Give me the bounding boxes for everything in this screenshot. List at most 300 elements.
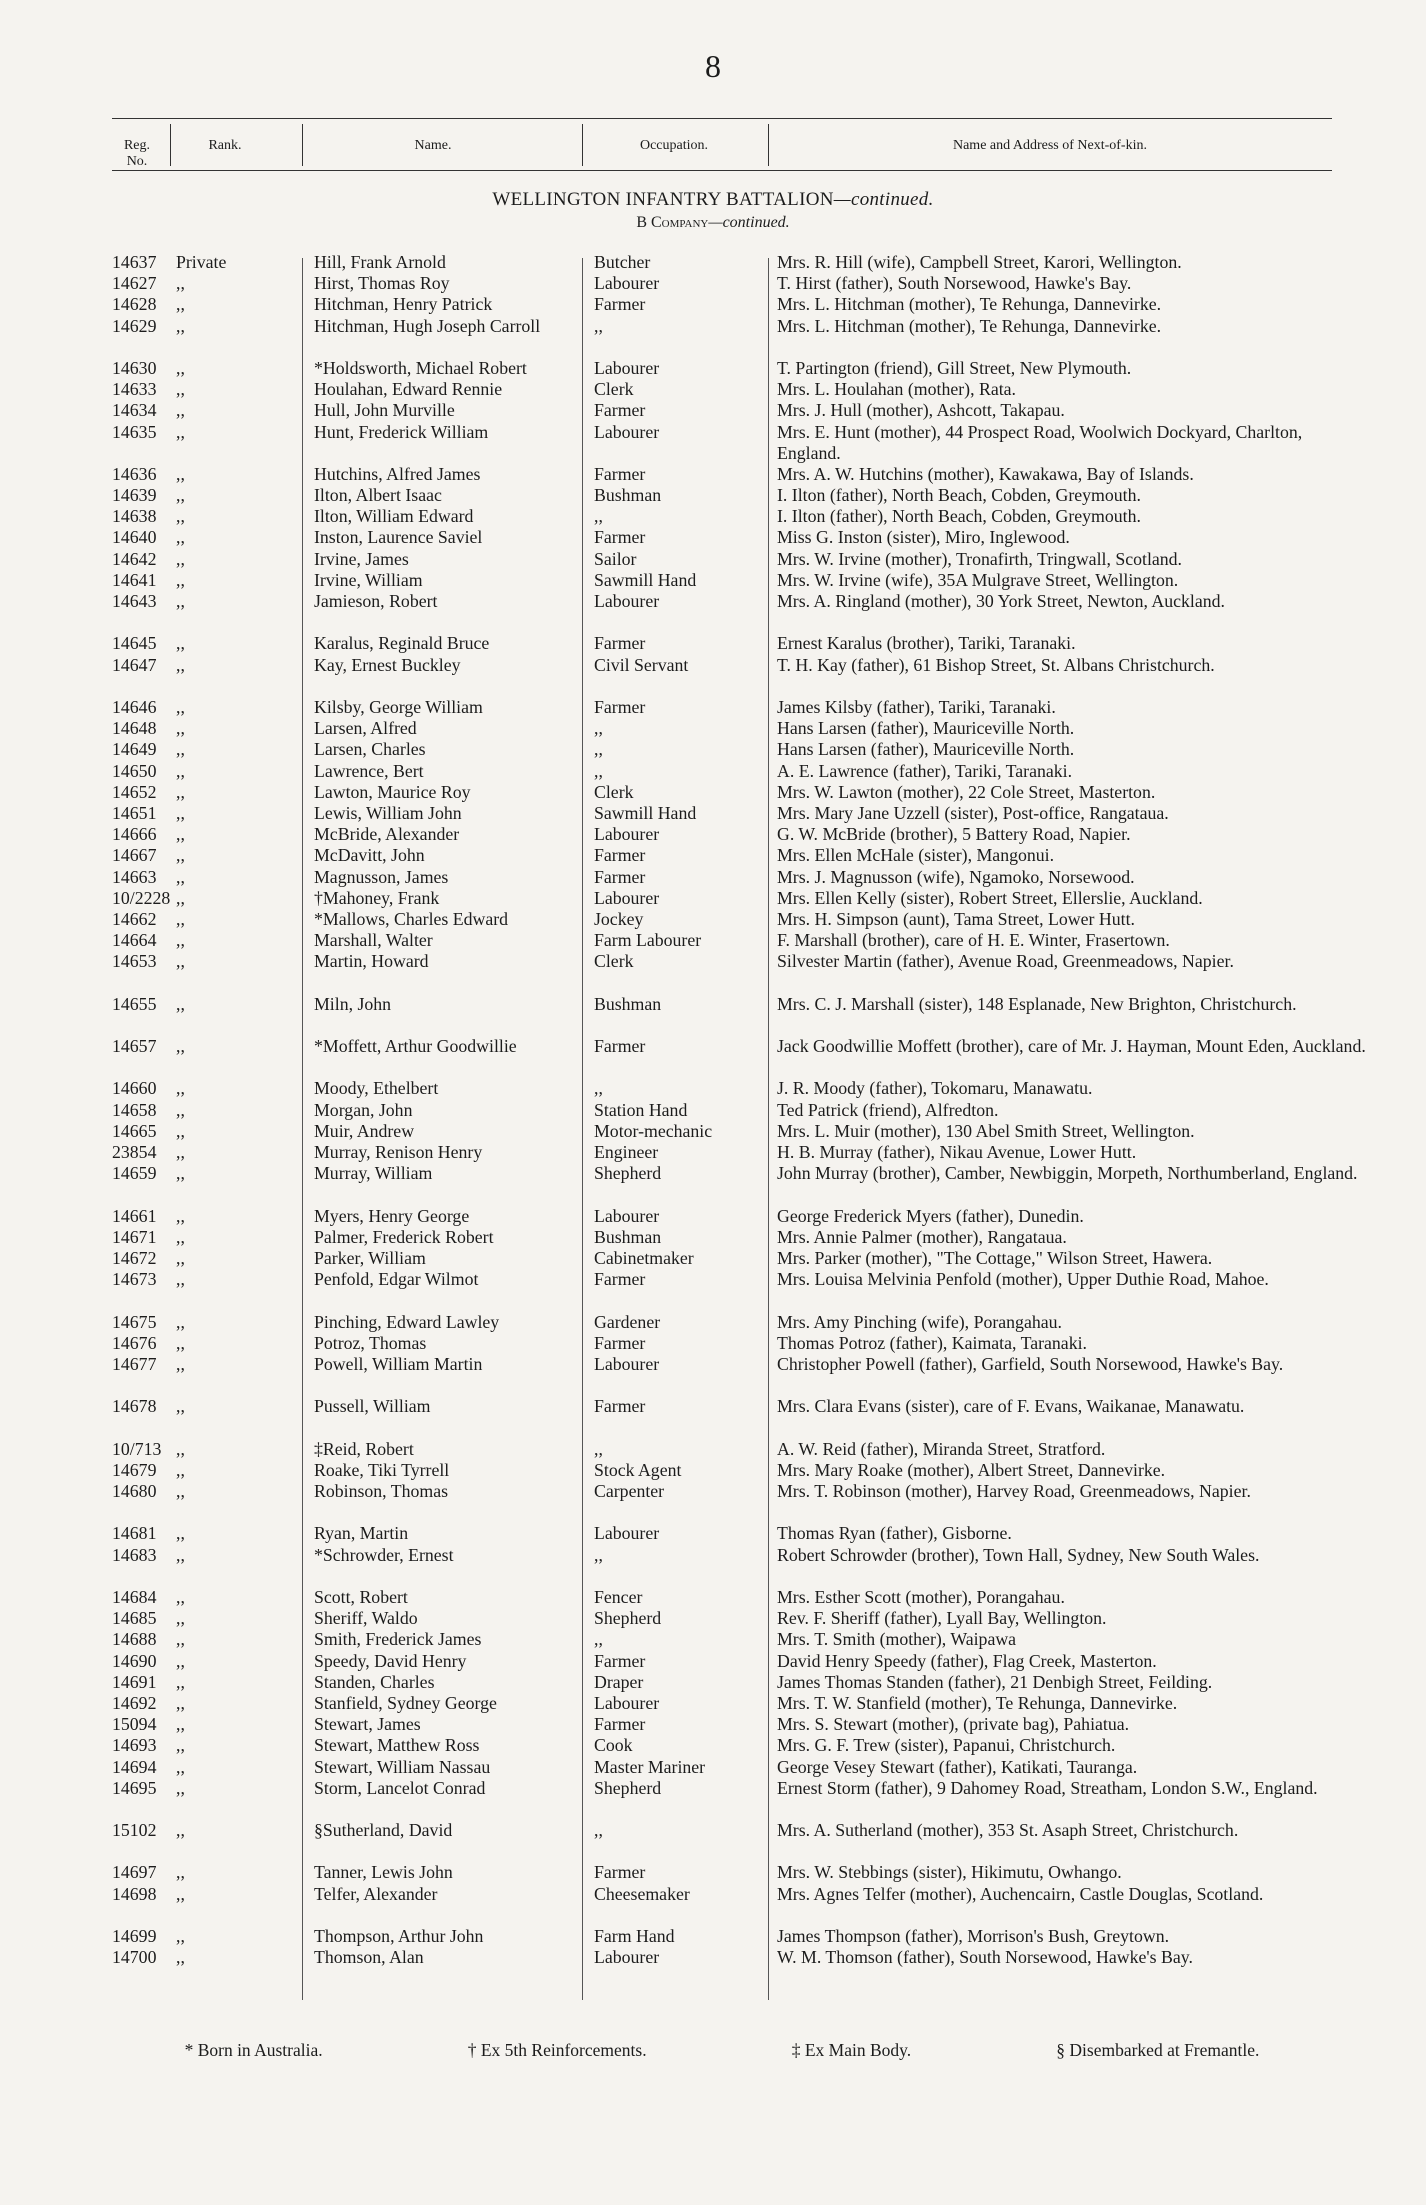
rank: ,, <box>176 824 185 845</box>
table-row <box>112 273 1332 294</box>
table-row <box>112 1947 1332 1968</box>
rank: ,, <box>176 1671 185 1692</box>
next-of-kin: Silvester Martin (father), Avenue Road, Greenmeadows, Napier. <box>777 951 1234 972</box>
occupation: Shepherd <box>594 1777 662 1798</box>
table-row <box>112 930 1332 951</box>
occupation: Farmer <box>594 1650 646 1671</box>
reg-number: 14661 <box>112 1205 157 1226</box>
reg-number: 14663 <box>112 866 157 887</box>
table-row <box>112 1672 1332 1693</box>
table-row <box>112 1926 1332 1947</box>
reg-number: 14639 <box>112 485 157 506</box>
table-row <box>112 400 1332 421</box>
rank: ,, <box>176 1608 185 1629</box>
rank: ,, <box>176 1735 185 1756</box>
occupation: ,, <box>594 718 603 739</box>
rank: ,, <box>176 1269 185 1290</box>
table-row <box>112 1608 1332 1629</box>
reg-number: 14679 <box>112 1459 157 1480</box>
occupation: Stock Agent <box>594 1459 682 1480</box>
column-header-row <box>112 120 1332 170</box>
soldier-name: Murray, William <box>314 1163 433 1184</box>
table-row <box>112 1163 1358 1205</box>
rank: ,, <box>176 739 185 760</box>
table-row <box>112 803 1332 824</box>
rank: ,, <box>176 1396 185 1417</box>
reg-number: 14647 <box>112 654 157 675</box>
next-of-kin: G. W. McBride (brother), 5 Battery Road, Napier. <box>777 824 1131 845</box>
table-row <box>112 1227 1332 1248</box>
table-row <box>112 1354 1332 1396</box>
battalion-title: WELLINGTON INFANTRY BATTALION—continued. <box>492 189 934 210</box>
soldier-name: Murray, Renison Henry <box>314 1141 483 1162</box>
rank: ,, <box>176 1714 185 1735</box>
next-of-kin: Mrs. Ellen Kelly (sister), Robert Street, Ellerslie, Auckland. <box>777 887 1203 908</box>
soldier-name: Karalus, Reginald Bruce <box>314 633 490 654</box>
rank: Private <box>176 252 227 272</box>
rank: ,, <box>176 1438 185 1459</box>
next-of-kin: Mrs. Annie Palmer (mother), Rangataua. <box>777 1226 1067 1247</box>
occupation: ,, <box>594 1629 603 1650</box>
soldier-name: Inston, Laurence Saviel <box>314 527 483 548</box>
occupation: Bushman <box>594 1226 662 1247</box>
rank: ,, <box>176 697 185 717</box>
next-of-kin: T. Hirst (father), South Norsewood, Hawke's Bay. <box>777 273 1132 294</box>
occupation: Labourer <box>594 421 660 442</box>
rank: ,, <box>176 1587 185 1608</box>
rank: ,, <box>176 930 185 951</box>
rank: ,, <box>176 654 185 675</box>
soldier-name: Irvine, James <box>314 548 409 569</box>
reg-number: 14698 <box>112 1883 157 1904</box>
occupation: Civil Servant <box>594 654 689 675</box>
rank: ,, <box>176 908 185 929</box>
reg-number: 14684 <box>112 1587 157 1608</box>
table-row <box>112 697 1332 718</box>
table-row <box>112 1248 1332 1269</box>
rank: ,, <box>176 1036 185 1057</box>
occupation: Motor-mechanic <box>594 1120 713 1141</box>
rank: ,, <box>176 1862 185 1883</box>
reg-number: 10/2228 <box>112 887 171 908</box>
rank: ,, <box>176 421 185 442</box>
rank: ,, <box>176 781 185 802</box>
next-of-kin: Mrs. R. Hill (wife), Campbell Street, Karori, Wellington. <box>777 252 1182 272</box>
rank: ,, <box>176 1650 185 1671</box>
occupation: Labourer <box>594 887 660 908</box>
occupation: Sailor <box>594 548 637 569</box>
occupation: Farmer <box>594 1269 646 1290</box>
soldier-name: Moody, Ethelbert <box>314 1078 439 1099</box>
soldier-name: Potroz, Thomas <box>314 1332 427 1353</box>
soldier-name: McBride, Alexander <box>314 824 460 845</box>
soldier-name: Robinson, Thomas <box>314 1481 449 1502</box>
table-row <box>112 1481 1332 1523</box>
occupation: Cabinetmaker <box>594 1247 694 1268</box>
reg-number: 14697 <box>112 1862 157 1883</box>
occupation: Farmer <box>594 1862 646 1883</box>
rank: ,, <box>176 1883 185 1904</box>
occupation: Labourer <box>594 1523 660 1544</box>
reg-number: 14676 <box>112 1332 157 1353</box>
occupation: Farmer <box>594 1332 646 1353</box>
next-of-kin: Mrs. Agnes Telfer (mother), Auchencairn, Castle Douglas, Scotland. <box>777 1883 1264 1904</box>
next-of-kin: Mrs. Clara Evans (sister), care of F. Evans, Waikanae, Manawatu. <box>777 1396 1245 1417</box>
next-of-kin: Mrs. T. W. Stanfield (mother), Te Rehunga, Dannevirke. <box>777 1692 1178 1713</box>
reg-number: 14628 <box>112 294 157 315</box>
table-row <box>112 761 1332 782</box>
company-subtitle: B Company—continued. <box>636 214 790 231</box>
rank: ,, <box>176 548 185 569</box>
occupation: Farm Labourer <box>594 930 702 951</box>
occupation: Labourer <box>594 1947 660 1968</box>
next-of-kin: John Murray (brother), Camber, Newbiggin, Morpeth, Northumberland, England. <box>777 1163 1358 1184</box>
occupation: Farmer <box>594 294 646 315</box>
table-row <box>112 422 1332 464</box>
table-row <box>112 1629 1332 1650</box>
table-row <box>112 1735 1332 1756</box>
occupation: Master Mariner <box>594 1756 706 1777</box>
soldier-name: Stanfield, Sydney George <box>314 1692 497 1713</box>
next-of-kin: Mrs. Ellen McHale (sister), Mangonui. <box>777 845 1055 866</box>
occupation: Cook <box>594 1735 633 1756</box>
rank: ,, <box>176 1141 185 1162</box>
table-row <box>112 718 1332 739</box>
table-row <box>112 1693 1332 1714</box>
occupation: Shepherd <box>594 1608 662 1629</box>
soldier-name: Marshall, Walter <box>314 930 433 951</box>
next-of-kin: T. Partington (friend), Gill Street, New Plymouth. <box>777 357 1132 378</box>
reg-number: 15102 <box>112 1820 157 1841</box>
rank: ,, <box>176 1926 185 1947</box>
rank: ,, <box>176 1523 185 1544</box>
table-row <box>112 845 1332 866</box>
occupation: Clerk <box>594 781 634 802</box>
rank: ,, <box>176 993 185 1014</box>
rank: ,, <box>176 845 185 866</box>
soldier-name: Palmer, Frederick Robert <box>314 1226 494 1247</box>
soldier-name: Smith, Frederick James <box>314 1629 482 1650</box>
rank: ,, <box>176 1205 185 1226</box>
next-of-kin: Christopher Powell (father), Garfield, South Norsewood, Hawke's Bay. <box>777 1353 1284 1374</box>
occupation: Clerk <box>594 951 634 972</box>
reg-number: 10/713 <box>112 1438 162 1459</box>
soldier-name: Pussell, William <box>314 1396 431 1417</box>
occupation: Sawmill Hand <box>594 569 697 590</box>
soldier-name: Kay, Ernest Buckley <box>314 654 461 675</box>
reg-number: 14629 <box>112 315 157 336</box>
table-row <box>112 527 1332 548</box>
soldier-name: Lawrence, Bert <box>314 760 424 781</box>
next-of-kin: Mrs. T. Robinson (mother), Harvey Road, Greenmeadows, Napier. <box>777 1481 1251 1502</box>
next-of-kin: A. W. Reid (father), Miranda Street, Stratford. <box>777 1438 1106 1459</box>
reg-number: 14685 <box>112 1608 157 1629</box>
occupation: Labourer <box>594 1692 660 1713</box>
occupation: Labourer <box>594 1353 660 1374</box>
reg-number: 14630 <box>112 357 157 378</box>
next-of-kin: Mrs. H. Simpson (aunt), Tama Street, Lower Hutt. <box>777 908 1135 929</box>
occupation: Labourer <box>594 1205 660 1226</box>
rank: ,, <box>176 569 185 590</box>
next-of-kin: Rev. F. Sheriff (father), Lyall Bay, Wellington. <box>777 1608 1107 1629</box>
occupation: ,, <box>594 1078 603 1099</box>
rank: ,, <box>176 866 185 887</box>
reg-number: 14636 <box>112 463 157 484</box>
column-header-occupation: Occupation. <box>639 138 709 153</box>
next-of-kin: Mrs. L. Muir (mother), 130 Abel Smith Street, Wellington. <box>777 1120 1195 1141</box>
occupation: Clerk <box>594 379 634 400</box>
next-of-kin: H. B. Murray (father), Nikau Avenue, Lower Hutt. <box>777 1141 1137 1162</box>
soldier-name: Standen, Charles <box>314 1671 435 1692</box>
occupation: ,, <box>594 1438 603 1459</box>
next-of-kin: Mrs. T. Smith (mother), Waipawa <box>777 1629 1017 1650</box>
table-row <box>112 1078 1332 1099</box>
rank: ,, <box>176 633 185 654</box>
soldier-name: Ryan, Martin <box>314 1523 409 1544</box>
reg-number: 14651 <box>112 802 157 823</box>
occupation: ,, <box>594 506 603 527</box>
soldier-name: Sheriff, Waldo <box>314 1608 418 1629</box>
rank: ,, <box>176 357 185 378</box>
next-of-kin: Hans Larsen (father), Mauriceville North. <box>777 739 1075 760</box>
reg-number: 14693 <box>112 1735 157 1756</box>
next-of-kin: Mrs. Mary Roake (mother), Albert Street, Dannevirke. <box>777 1459 1166 1480</box>
soldier-name: §Sutherland, David <box>314 1820 453 1841</box>
rank: ,, <box>176 315 185 336</box>
next-of-kin: Mrs. W. Irvine (mother), Tronafirth, Tringwall, Scotland. <box>777 548 1183 569</box>
next-of-kin: James Thompson (father), Morrison's Bush, Greytown. <box>777 1926 1170 1947</box>
table-row <box>112 379 1332 400</box>
table-row <box>112 1460 1332 1481</box>
occupation: Farmer <box>594 697 646 717</box>
table-row <box>112 1269 1332 1311</box>
rank: ,, <box>176 463 185 484</box>
occupation: ,, <box>594 760 603 781</box>
footnotes <box>112 2040 1332 2061</box>
soldier-name: Myers, Henry George <box>314 1205 470 1226</box>
occupation: Farmer <box>594 400 646 421</box>
next-of-kin: Mrs. L. Hitchman (mother), Te Rehunga, Dannevirke. <box>777 294 1162 315</box>
rank: ,, <box>176 1459 185 1480</box>
occupation: Farmer <box>594 633 646 654</box>
table-row <box>112 1439 1332 1460</box>
next-of-kin: A. E. Lawrence (father), Tariki, Taranaki. <box>777 760 1073 781</box>
rank: ,, <box>176 1332 185 1353</box>
occupation: Farmer <box>594 463 646 484</box>
next-of-kin: Mrs. A. W. Hutchins (mother), Kawakawa, Bay of Islands. <box>777 463 1194 484</box>
soldier-name: *Moffett, Arthur Goodwillie <box>314 1036 517 1057</box>
soldier-name: Hitchman, Hugh Joseph Carroll <box>314 315 541 336</box>
table-row <box>112 867 1332 888</box>
table-row <box>112 824 1332 845</box>
table-row <box>112 549 1332 570</box>
table-row <box>112 1142 1332 1163</box>
soldier-name: *Holdsworth, Michael Robert <box>314 357 527 378</box>
occupation: Labourer <box>594 824 660 845</box>
rank: ,, <box>176 485 185 506</box>
occupation: Labourer <box>594 591 660 612</box>
reg-number: 14645 <box>112 633 157 654</box>
reg-number: 14649 <box>112 739 157 760</box>
rank: ,, <box>176 1226 185 1247</box>
soldier-name: Speedy, David Henry <box>314 1650 467 1671</box>
soldier-name: Hitchman, Henry Patrick <box>314 294 493 315</box>
reg-number: 14652 <box>112 781 157 802</box>
occupation: Farmer <box>594 1396 646 1417</box>
reg-number: 14694 <box>112 1756 157 1777</box>
occupation: Farmer <box>594 1714 646 1735</box>
rank: ,, <box>176 1120 185 1141</box>
table-row <box>112 1333 1332 1354</box>
next-of-kin: Thomas Potroz (father), Kaimata, Taranaki. <box>777 1332 1087 1353</box>
next-of-kin: Mrs. W. Lawton (mother), 22 Cole Street, Masterton. <box>777 781 1156 802</box>
soldier-name: Penfold, Edgar Wilmot <box>314 1269 479 1290</box>
table-row <box>112 994 1332 1036</box>
reg-number: 14627 <box>112 273 157 294</box>
soldier-name: ‡Reid, Robert <box>314 1438 414 1459</box>
reg-number: 14667 <box>112 845 157 866</box>
reg-number: 14646 <box>112 697 157 717</box>
reg-number: 14648 <box>112 718 157 739</box>
reg-number: 14650 <box>112 760 157 781</box>
next-of-kin: Ted Patrick (friend), Alfredton. <box>777 1099 999 1120</box>
table-row <box>112 1757 1332 1778</box>
occupation: Farmer <box>594 1036 646 1057</box>
reg-number: 14691 <box>112 1671 157 1692</box>
soldier-name: Ilton, Albert Isaac <box>314 485 442 506</box>
header-top-rule <box>112 118 1332 119</box>
occupation: Draper <box>594 1671 644 1692</box>
next-of-kin: Mrs. J. Magnusson (wife), Ngamoko, Norsewood. <box>777 866 1135 887</box>
reg-number: 14659 <box>112 1163 157 1184</box>
rank: ,, <box>176 1692 185 1713</box>
reg-number: 14699 <box>112 1926 157 1947</box>
table-row <box>112 1778 1332 1820</box>
reg-number: 14692 <box>112 1692 157 1713</box>
soldier-name: Lewis, William John <box>314 802 462 823</box>
table-row <box>112 1396 1332 1438</box>
next-of-kin: Miss G. Inston (sister), Miro, Inglewood. <box>777 527 1070 548</box>
occupation: ,, <box>594 1544 603 1565</box>
reg-number: 14637 <box>112 252 157 272</box>
soldier-name: Muir, Andrew <box>314 1120 415 1141</box>
rank: ,, <box>176 1544 185 1565</box>
soldier-name: Ilton, William Edward <box>314 506 474 527</box>
soldier-name: *Schrowder, Ernest <box>314 1544 454 1565</box>
table-row <box>112 1587 1332 1608</box>
soldier-name: Hutchins, Alfred James <box>314 463 481 484</box>
reg-number: 14634 <box>112 400 157 421</box>
occupation: Shepherd <box>594 1163 662 1184</box>
reg-number: 14638 <box>112 506 157 527</box>
next-of-kin: Mrs. C. J. Marshall (sister), 148 Esplanade, New Brighton, Christchurch. <box>777 993 1297 1014</box>
soldier-name: Houlahan, Edward Rennie <box>314 379 503 400</box>
reg-number: 14671 <box>112 1226 157 1247</box>
occupation: Engineer <box>594 1141 659 1162</box>
soldier-name: Larsen, Charles <box>314 739 426 760</box>
table-row <box>112 1206 1332 1227</box>
soldier-name: Tanner, Lewis John <box>314 1862 453 1883</box>
reg-number: 14653 <box>112 951 157 972</box>
column-header-next-of-kin: Name and Address of Next-of-kin. <box>952 138 1147 153</box>
occupation: ,, <box>594 1820 603 1841</box>
table-row <box>112 888 1332 909</box>
reg-number: 14658 <box>112 1099 157 1120</box>
rank: ,, <box>176 718 185 739</box>
table-row <box>112 782 1332 803</box>
footnote: * Born in Australia. <box>184 2040 323 2060</box>
reg-number: 14675 <box>112 1311 157 1332</box>
soldier-name: Morgan, John <box>314 1099 413 1120</box>
rank: ,, <box>176 400 185 421</box>
soldier-name: Pinching, Edward Lawley <box>314 1311 500 1332</box>
soldier-name: Parker, William <box>314 1247 426 1268</box>
soldier-name: Hunt, Frederick William <box>314 421 489 442</box>
rank: ,, <box>176 506 185 527</box>
rank: ,, <box>176 1629 185 1650</box>
footnote: † Ex 5th Reinforcements. <box>467 2040 647 2060</box>
reg-number: 14635 <box>112 421 157 442</box>
rank: ,, <box>176 1756 185 1777</box>
soldier-name: Hill, Frank Arnold <box>314 252 446 272</box>
next-of-kin: James Thomas Standen (father), 21 Denbigh Street, Feilding. <box>777 1671 1213 1692</box>
soldier-name: Hirst, Thomas Roy <box>314 273 450 294</box>
table-row <box>112 1545 1332 1587</box>
table-row <box>112 358 1332 379</box>
table-row <box>112 1100 1332 1121</box>
reg-number: 14640 <box>112 527 157 548</box>
rank: ,, <box>176 1947 185 1968</box>
rank: ,, <box>176 1163 185 1184</box>
next-of-kin: Mrs. A. Ringland (mother), 30 York Street, Newton, Auckland. <box>777 591 1225 612</box>
soldier-name: Hull, John Murville <box>314 400 455 421</box>
soldier-name: †Mahoney, Frank <box>314 887 440 908</box>
soldier-name: Stewart, William Nassau <box>314 1756 491 1777</box>
occupation: Farmer <box>594 866 646 887</box>
header-bottom-rule <box>112 170 1332 171</box>
occupation: Butcher <box>594 252 651 272</box>
occupation: Bushman <box>594 993 662 1014</box>
soldier-name: Magnusson, James <box>314 866 449 887</box>
next-of-kin: J. R. Moody (father), Tokomaru, Manawatu. <box>777 1078 1093 1099</box>
reg-number: 14642 <box>112 548 157 569</box>
occupation: Gardener <box>594 1311 661 1332</box>
column-header-rank: Rank. <box>208 138 242 153</box>
rank: ,, <box>176 379 185 400</box>
reg-number: 14673 <box>112 1269 157 1290</box>
table-row <box>112 1862 1332 1883</box>
reg-number: 14695 <box>112 1777 157 1798</box>
soldier-name: Lawton, Maurice Roy <box>314 781 471 802</box>
occupation: Farmer <box>594 527 646 548</box>
reg-number: 14677 <box>112 1353 157 1374</box>
nominal-roll-table <box>112 252 1366 1968</box>
footnote: § Disembarked at Fremantle. <box>1056 2040 1260 2060</box>
rank: ,, <box>176 1078 185 1099</box>
occupation: Labourer <box>594 357 660 378</box>
table-row <box>112 464 1332 485</box>
occupation: Labourer <box>594 273 660 294</box>
rank: ,, <box>176 273 185 294</box>
table-row <box>112 316 1332 358</box>
rank: ,, <box>176 951 185 972</box>
next-of-kin: Thomas Ryan (father), Gisborne. <box>777 1523 1012 1544</box>
rank: ,, <box>176 294 185 315</box>
footnote: ‡ Ex Main Body. <box>791 2040 912 2060</box>
next-of-kin: Mrs. Mary Jane Uzzell (sister), Post-office, Rangataua. <box>777 802 1169 823</box>
next-of-kin: I. Ilton (father), North Beach, Cobden, Greymouth. <box>777 506 1141 527</box>
next-of-kin: Mrs. Parker (mother), "The Cottage," Wilson Street, Hawera. <box>777 1247 1213 1268</box>
